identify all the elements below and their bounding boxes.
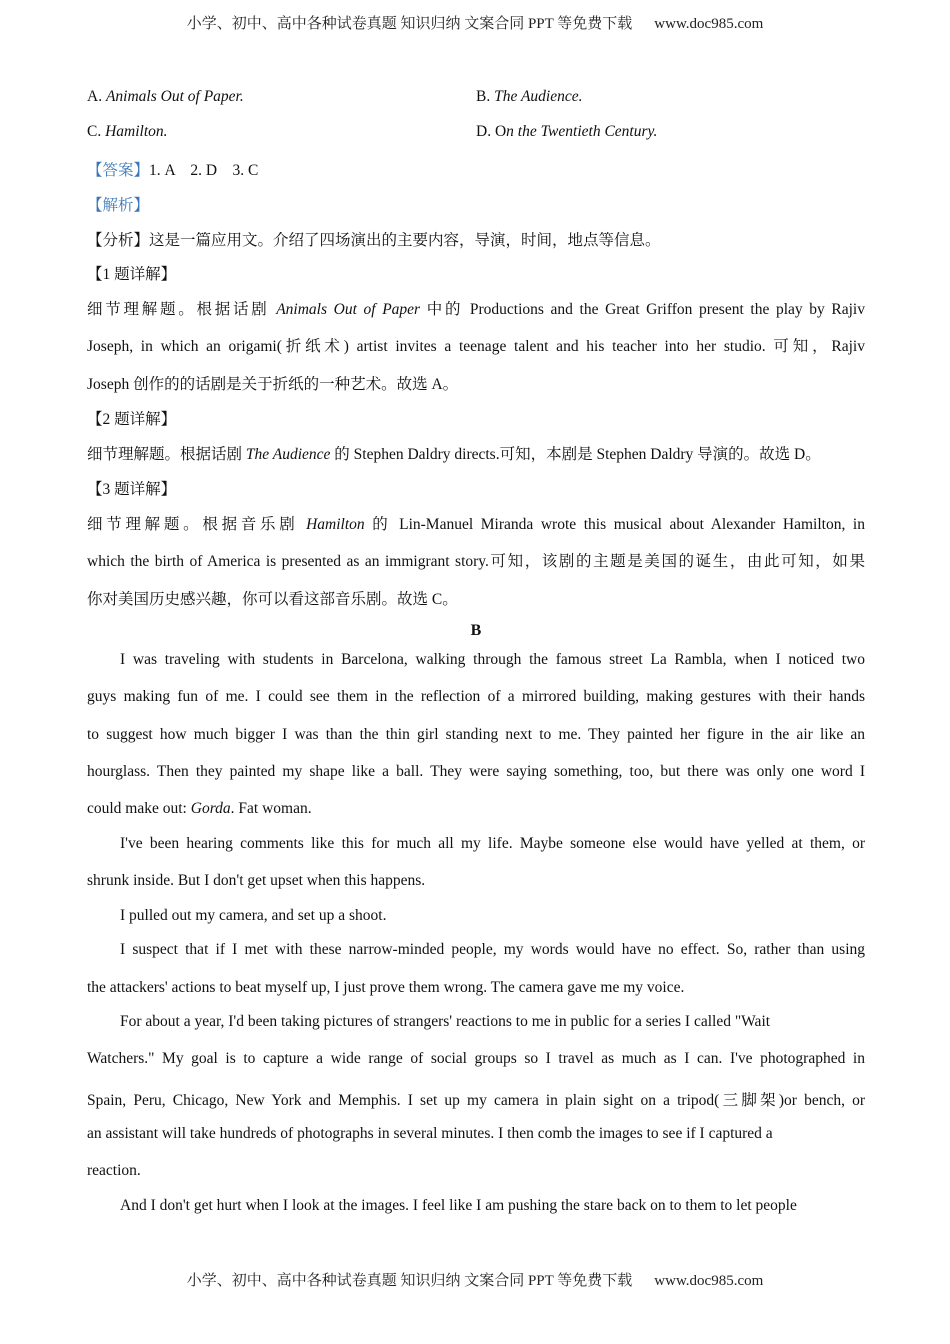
- q3-line-2: which the birth of America is presented as an immigrant story.可知，该剧的主题是美国的诞生，由此可知，如果: [87, 553, 865, 570]
- q1-line-1: 细节理解题。根据话剧 Animals Out of Paper 中的 Productions and the Great Griffon present the play by Rajiv: [87, 301, 865, 318]
- analysis-label: 【解析】: [87, 197, 150, 214]
- option-b: B. The Audience.: [476, 88, 583, 105]
- answer-label: 【答案】: [87, 162, 150, 179]
- q3-line-1: 细节理解题。根据音乐剧 Hamilton 的 Lin-Manuel Miranda wrote this musical about Alexander Hamilton, in: [87, 516, 865, 533]
- passage-line: For about a year, I'd been taking pictures of strangers' reactions to me in public for a series I called "Wait: [120, 1013, 771, 1030]
- answer-line: [87, 158, 258, 180]
- option-d: D. On the Twentieth Century.: [476, 123, 658, 140]
- passage-line: to suggest how much bigger I was than the thin girl standing next to me. They painted her figure in the air like an: [87, 726, 865, 743]
- options-row-cd: [87, 123, 865, 141]
- passage-line: I was traveling with students in Barcelona, walking through the famous street La Rambla, when I noticed two: [120, 651, 865, 668]
- answer-value: 1. A 2. D 3. C: [149, 162, 259, 179]
- footer-url[interactable]: www.doc985.com: [654, 1273, 764, 1289]
- passage-line: shrunk inside. But I don't get upset when this happens.: [87, 872, 426, 889]
- passage-line: Spain, Peru, Chicago, New York and Memphis. I set up my camera in plain sight on a tripod(三脚架)or bench, or: [87, 1092, 865, 1109]
- q1-line-2: Joseph, in which an origami(折纸术) artist invites a teenage talent and his teacher into her studio. 可知，Rajiv: [87, 338, 865, 355]
- passage-line: I suspect that if I met with these narrow-minded people, my words would have no effect. So, rather than using: [120, 941, 865, 958]
- option-c: C. Hamilton.: [87, 123, 168, 140]
- passage-line: And I don't get hurt when I look at the images. I feel like I am pushing the stare back on to them to let people: [120, 1197, 797, 1214]
- q3-line-3: 你对美国历史感兴趣，你可以看这部音乐剧。故选 C。: [87, 591, 458, 608]
- passage-line: guys making fun of me. I could see them in the reflection of a mirrored building, making gestures with their hands: [87, 688, 865, 705]
- passage-line: reaction.: [87, 1162, 141, 1179]
- page-header: [0, 12, 950, 33]
- passage-line: the attackers' actions to beat myself up, I just prove them wrong. The camera gave me my voice.: [87, 979, 685, 996]
- footer-text: 小学、初中、高中各种试卷真题 知识归纳 文案合同 PPT 等免费下载: [186, 1273, 633, 1289]
- q2-line-1: 细节理解题。根据话剧 The Audience 的 Stephen Daldry directs.可知，本剧是 Stephen Daldry 导演的。故选 D。: [87, 446, 821, 463]
- q1-heading: 【1 题详解】: [87, 266, 177, 283]
- q3-heading: 【3 题详解】: [87, 481, 177, 498]
- q2-heading: 【2 题详解】: [87, 411, 177, 428]
- header-url[interactable]: www.doc985.com: [654, 16, 764, 32]
- section-b-heading: B: [470, 622, 482, 639]
- option-a: A. Animals Out of Paper.: [87, 88, 244, 105]
- passage-line: I've been hearing comments like this for much all my life. Maybe someone else would have yelled at them, or: [120, 835, 865, 852]
- passage-line: could make out: Gorda. Fat woman.: [87, 800, 312, 817]
- summary-line: 【分析】这是一篇应用文。介绍了四场演出的主要内容，导演，时间，地点等信息。: [87, 232, 661, 249]
- options-row-ab: [87, 88, 865, 106]
- header-text: 小学、初中、高中各种试卷真题 知识归纳 文案合同 PPT 等免费下载: [186, 16, 633, 32]
- passage-line: an assistant will take hundreds of photographs in several minutes. I then comb the images to see if I captured a: [87, 1125, 773, 1142]
- passage-line: Watchers." My goal is to capture a wide range of social groups so I travel as much as I can. I've photographed in: [87, 1050, 865, 1067]
- page-footer: [0, 1269, 950, 1290]
- passage-line: hourglass. Then they painted my shape like a ball. They were saying something, too, but there was only one word I: [87, 763, 865, 780]
- passage-line: I pulled out my camera, and set up a shoot.: [120, 907, 387, 924]
- q1-line-3: Joseph 创作的的话剧是关于折纸的一种艺术。故选 A。: [87, 376, 459, 393]
